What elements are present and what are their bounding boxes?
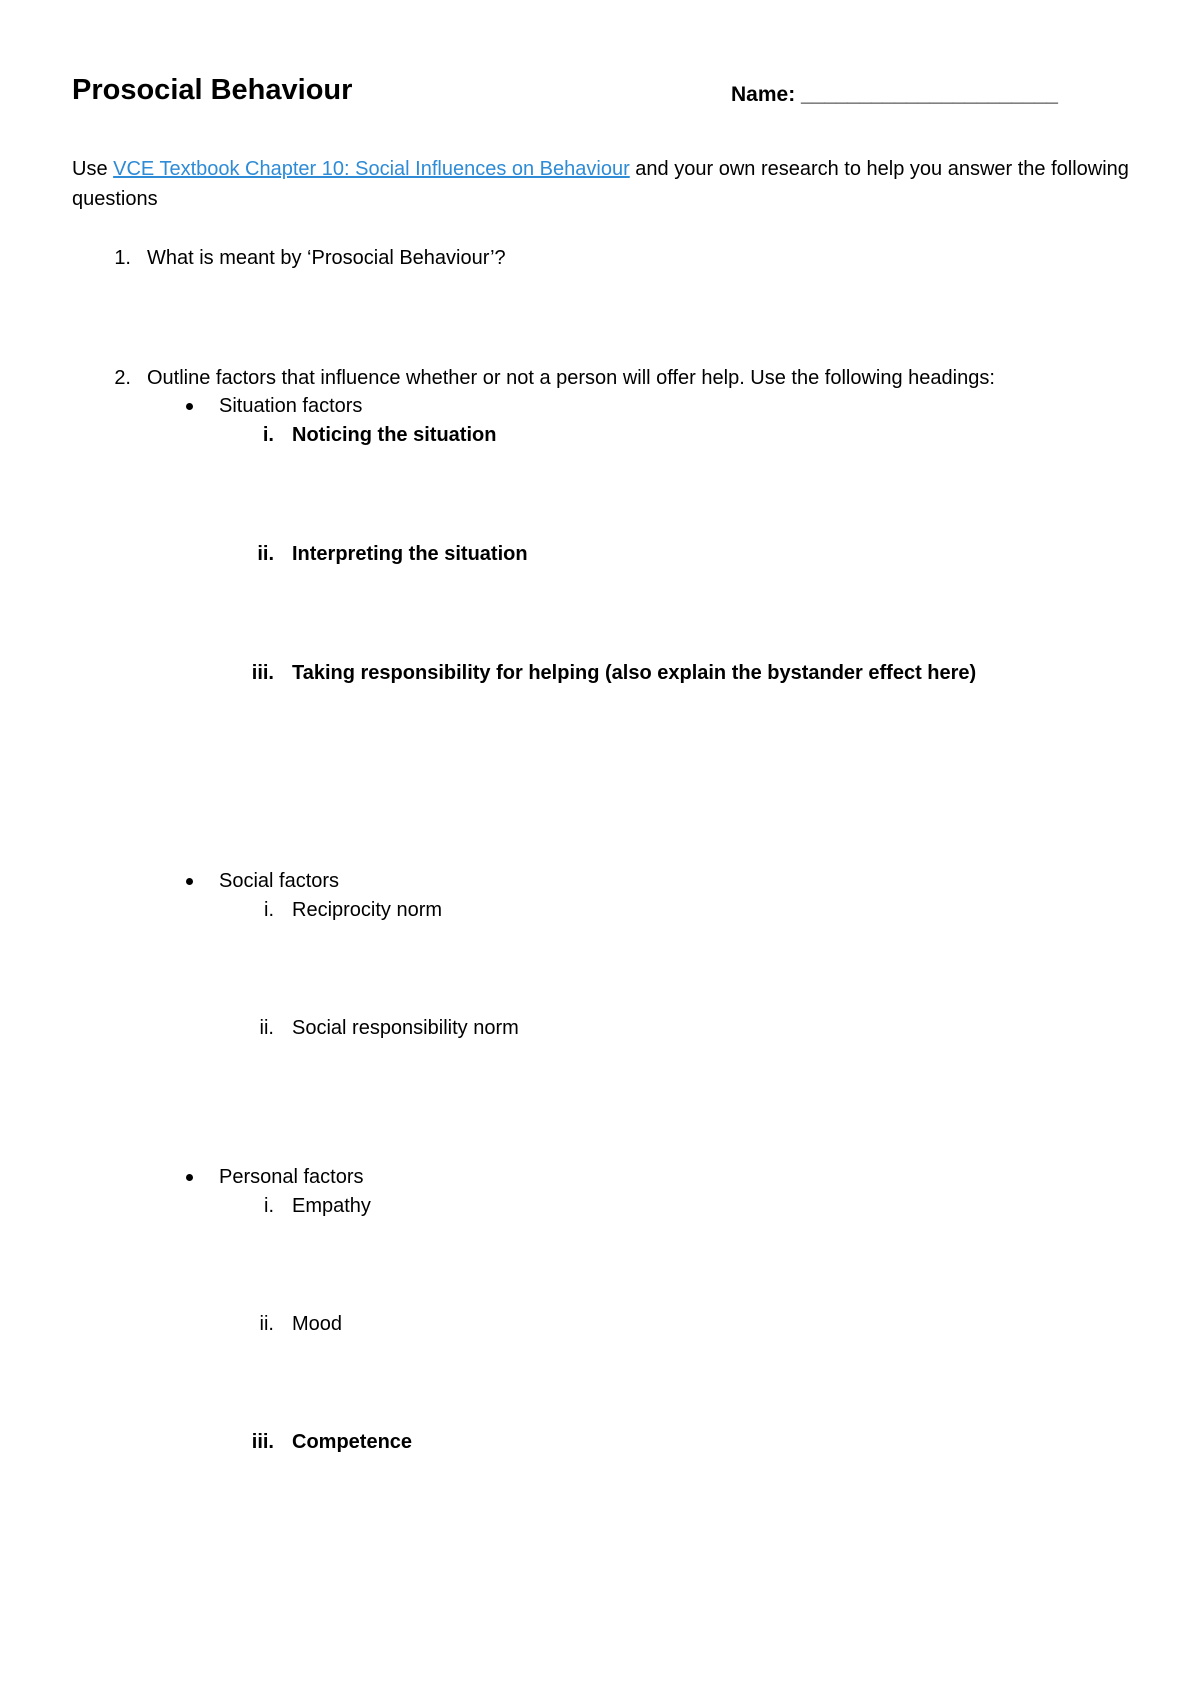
item-numeral: iii. (251, 662, 274, 684)
item-text: Taking responsibility for helping (also explain the bystander effect here) (292, 662, 977, 684)
item-numeral: i. (264, 1195, 274, 1217)
item-numeral: ii. (259, 1313, 274, 1335)
item-text: Competence (292, 1431, 413, 1453)
bullet-icon (186, 403, 193, 410)
item-text: Empathy (292, 1195, 371, 1217)
textbook-chapter-link[interactable]: VCE Textbook Chapter 10: Social Influences on Behaviour (113, 158, 630, 180)
instructions-paragraph (72, 154, 1132, 214)
bullet-icon (186, 1174, 193, 1181)
question-text: Outline factors that influence whether or not a person will offer help. Use the following headings: (147, 367, 995, 389)
item-numeral: i. (264, 899, 274, 921)
group-heading-situation: Situation factors (219, 395, 363, 417)
question-number: 2. (114, 367, 131, 389)
item-text: Reciprocity norm (292, 899, 443, 921)
name-field (731, 83, 1058, 107)
name-label: Name: (731, 83, 796, 106)
group-heading-personal: Personal factors (219, 1166, 364, 1188)
item-numeral: ii. (257, 543, 274, 565)
item-text: Interpreting the situation (292, 543, 528, 565)
page-title: Prosocial Behaviour (72, 74, 353, 106)
bullet-icon (186, 878, 193, 885)
question-number: 1. (114, 247, 131, 269)
item-text: Noticing the situation (292, 424, 497, 446)
item-numeral: ii. (259, 1017, 274, 1039)
instructions-prefix: Use (72, 158, 114, 180)
name-blank-line: ______________________ (801, 83, 1058, 106)
question-text: What is meant by ‘Prosocial Behaviour’? (147, 247, 506, 269)
item-text: Social responsibility norm (292, 1017, 519, 1039)
instructions-suffix: and your own research to help you answer the following questions (72, 158, 1129, 210)
item-numeral: iii. (251, 1431, 274, 1453)
item-numeral: i. (262, 424, 274, 446)
group-heading-social: Social factors (219, 870, 340, 892)
item-text: Mood (292, 1313, 343, 1335)
